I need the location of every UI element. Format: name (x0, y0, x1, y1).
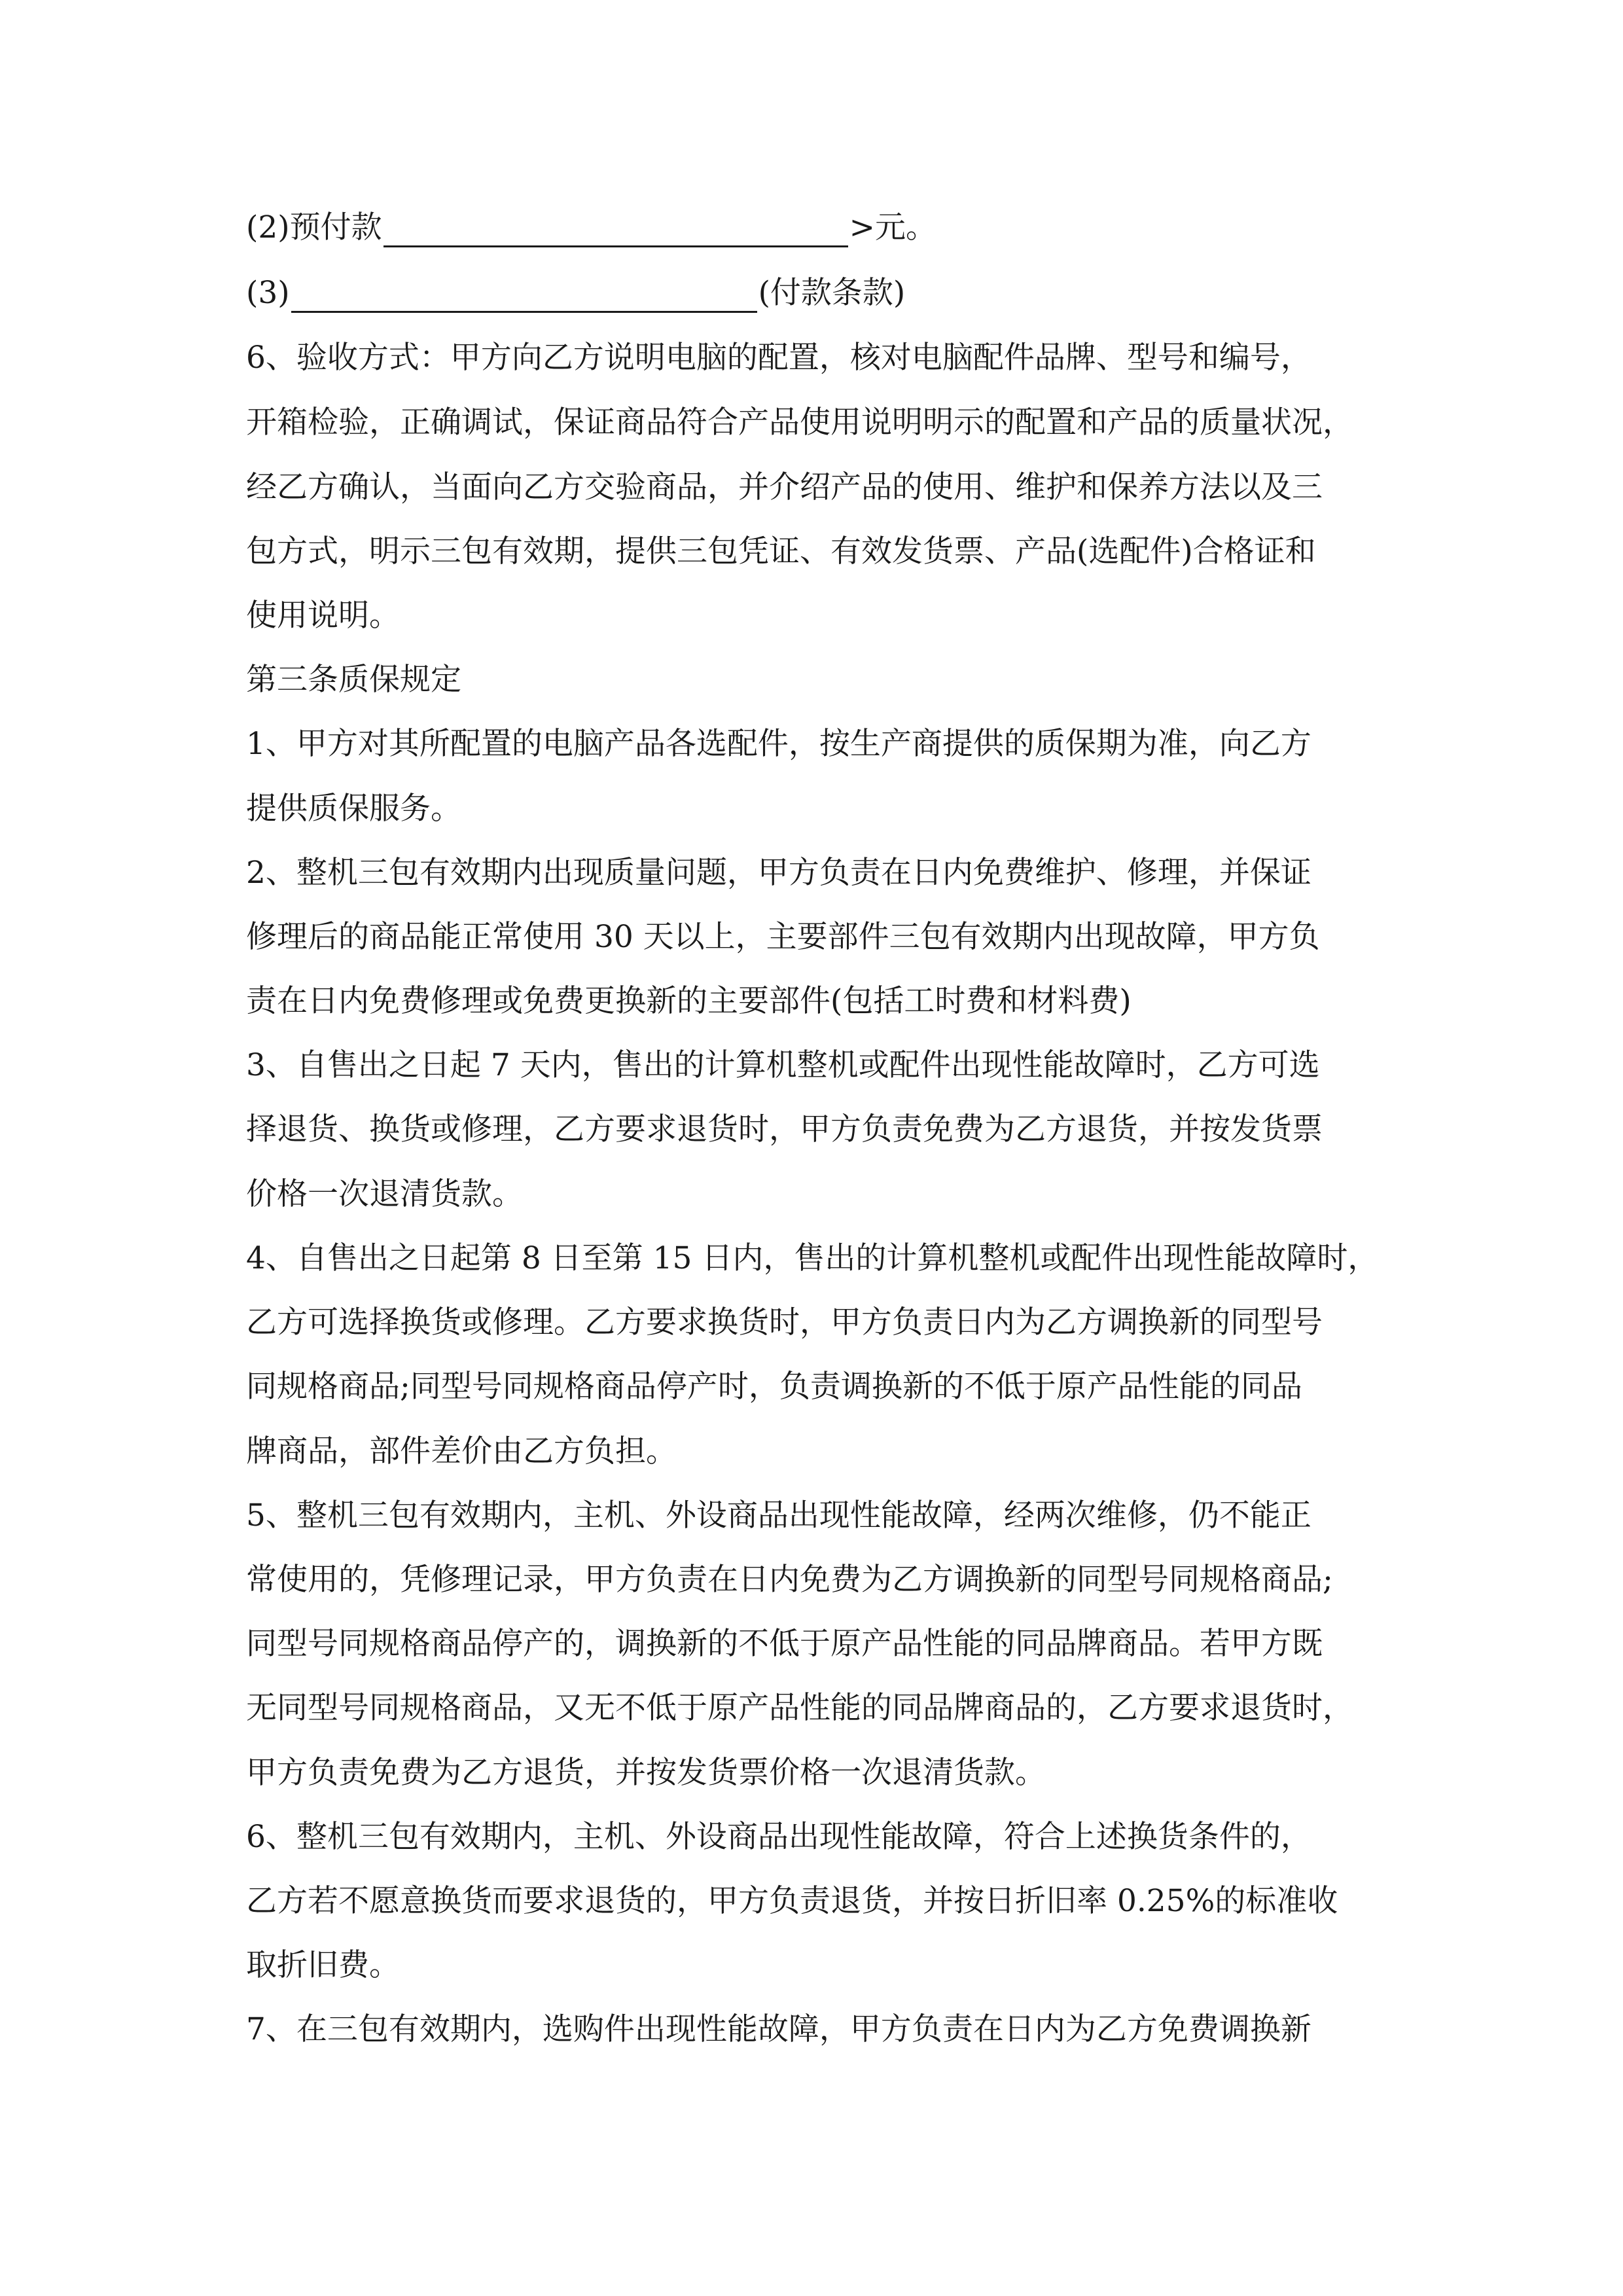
text-line: 同规格商品;同型号同规格商品停产时，负责调换新的不低于原产品性能的同品 (246, 1369, 1302, 1405)
text-line: 常使用的，凭修理记录，甲方负责在日内免费为乙方调换新的同型号同规格商品; (246, 1562, 1333, 1598)
text-line: 乙方若不愿意换货而要求退货的，甲方负责退货，并按日折旧率 0.25%的标准收 (246, 1883, 1338, 1919)
text-line: 包方式，明示三包有效期，提供三包凭证、有效发货票、产品(选配件)合格证和 (246, 533, 1316, 569)
text-line: 6、验收方式：甲方向乙方说明电脑的配置，核对电脑配件品牌、型号和编号， (246, 340, 1311, 376)
text-line: 1、甲方对其所配置的电脑产品各选配件，按生产商提供的质保期为准，向乙方 (246, 726, 1311, 762)
text-line: 责在日内免费修理或免费更换新的主要部件(包括工时费和材料费) (246, 983, 1132, 1019)
text-line: 取折旧费。 (246, 1947, 400, 1983)
payment-terms-blank (291, 281, 757, 313)
text-line: 7、在三包有效期内，选购件出现性能故障，甲方负责在日内为乙方免费调换新 (246, 2011, 1311, 2047)
text-line: 经乙方确认，当面向乙方交验商品，并介绍产品的使用、维护和保养方法以及三 (246, 469, 1323, 505)
payment-advance-unit: >元。 (849, 209, 936, 245)
text-line: 开箱检验，正确调试，保证商品符合产品使用说明明示的配置和产品的质量状况， (246, 404, 1353, 440)
text-line: 3、自售出之日起 7 天内，售出的计算机整机或配件出现性能故障时，乙方可选 (246, 1047, 1320, 1083)
text-line: 价格一次退清货款。 (246, 1176, 523, 1212)
text-line: 6、整机三包有效期内，主机、外设商品出现性能故障，符合上述换货条件的， (246, 1819, 1311, 1855)
text-line: 无同型号同规格商品，又无不低于原产品性能的同品牌商品的，乙方要求退货时， (246, 1690, 1353, 1726)
text-line: 5、整机三包有效期内，主机、外设商品出现性能故障，经两次维修，仍不能正 (246, 1498, 1311, 1534)
text-line: 4、自售出之日起第 8 日至第 15 日内，售出的计算机整机或配件出现性能故障时， (246, 1240, 1379, 1276)
section-heading: 第三条质保规定 (246, 662, 461, 698)
text-line: 使用说明。 (246, 598, 400, 634)
payment-terms-label: (3) (246, 275, 290, 311)
text-line: 择退货、换货或修理，乙方要求退货时，甲方负责免费为乙方退货，并按发货票 (246, 1111, 1323, 1147)
text-line: 乙方可选择换货或修理。乙方要求换货时，甲方负责日内为乙方调换新的同型号 (246, 1304, 1323, 1340)
advance-amount-blank (383, 215, 848, 247)
text-line: 提供质保服务。 (246, 791, 461, 827)
text-line: 2、整机三包有效期内出现质量问题，甲方负责在日内免费维护、修理，并保证 (246, 855, 1311, 891)
payment-advance-label: (2)预付款 (246, 209, 382, 245)
payment-terms-line (246, 274, 1385, 313)
text-line: 甲方负责免费为乙方退货，并按发货票价格一次退清货款。 (246, 1755, 1046, 1791)
text-line: 牌商品，部件差价由乙方负担。 (246, 1433, 677, 1469)
payment-terms-suffix: (付款条款) (758, 275, 906, 311)
text-line: 同型号同规格商品停产的，调换新的不低于原产品性能的同品牌商品。若甲方既 (246, 1626, 1323, 1662)
payment-advance-line (246, 208, 1385, 247)
text-line: 修理后的商品能正常使用 30 天以上，主要部件三包有效期内出现故障，甲方负 (246, 919, 1320, 955)
